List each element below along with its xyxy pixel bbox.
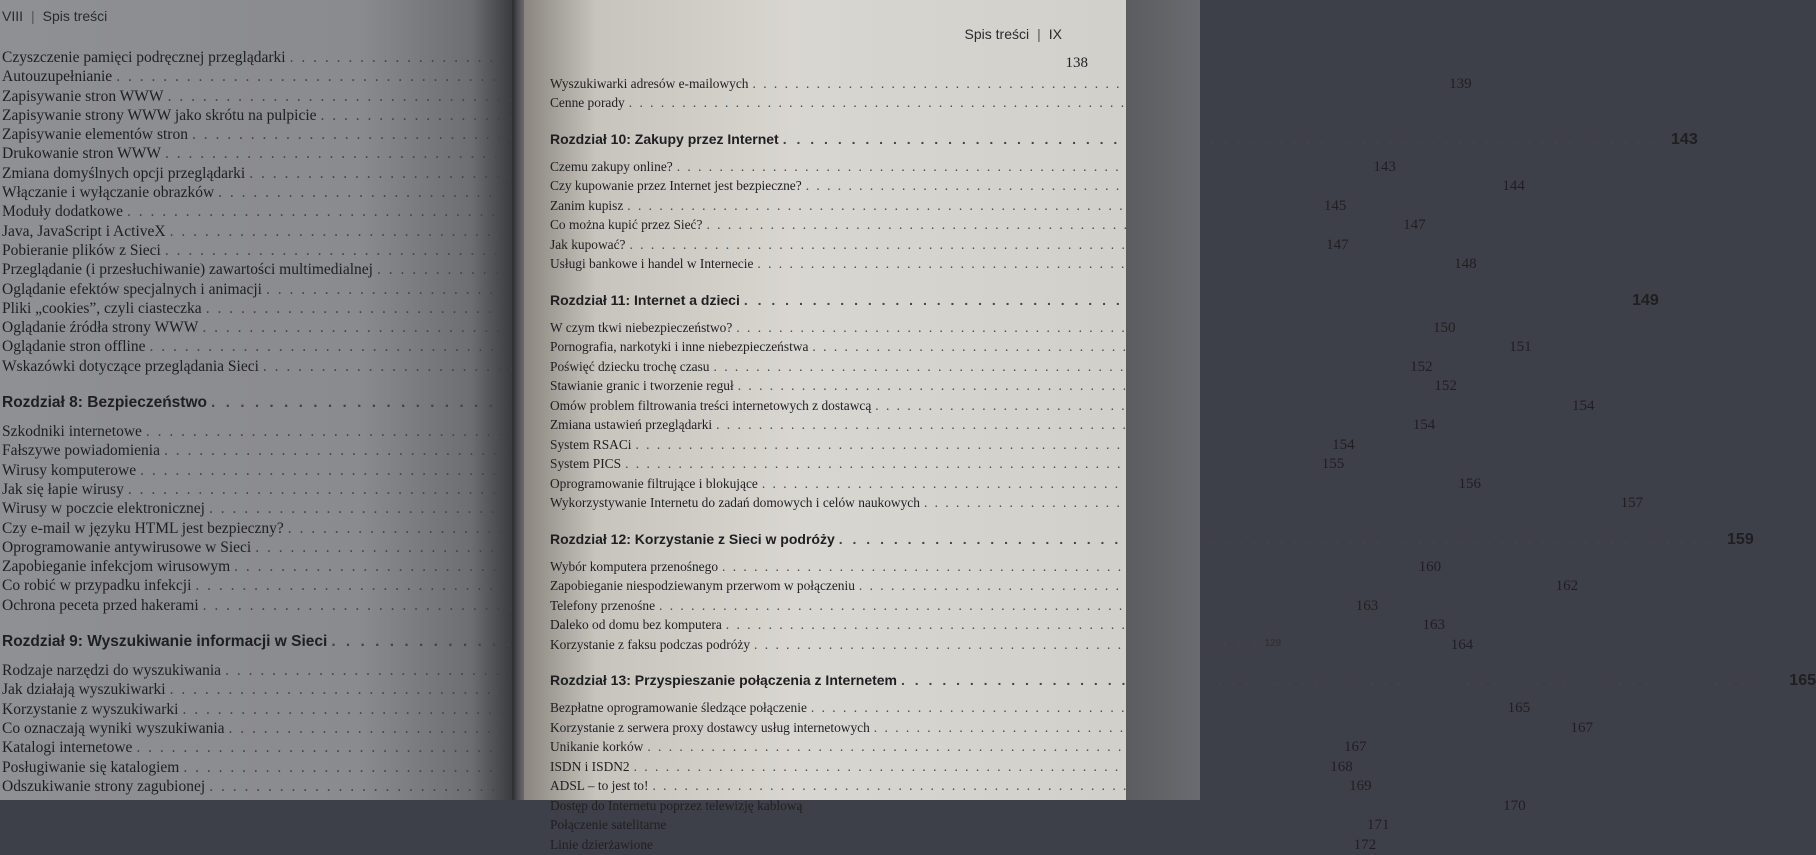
dot-leader [736, 318, 1415, 338]
toc-entry [550, 54, 1088, 74]
chapter-title: Rozdział 12: Korzystanie z Sieci w podróży [550, 521, 835, 557]
entry-title: Zmiana ustawień przeglądarki [550, 415, 712, 435]
dot-leader [875, 396, 1554, 416]
left-table-of-contents [2, 48, 508, 796]
book-gutter [512, 0, 524, 800]
toc-entry [2, 202, 508, 221]
dot-leader [874, 718, 1553, 738]
toc-entry [550, 176, 1088, 196]
left-page-header-title: Spis treści [43, 8, 108, 24]
chapter-spacer [550, 654, 1088, 662]
page-number: 154 [1319, 436, 1355, 456]
chapter-heading [2, 623, 508, 661]
entry-title: ISDN i ISDN2 [550, 757, 630, 777]
entry-title: Co można kupić przez Sieć? [550, 215, 702, 235]
page-number: 162 [1542, 577, 1578, 597]
toc-entry [2, 576, 508, 595]
entry-title: Czy kupowanie przez Internet jest bezpieczne? [550, 176, 802, 196]
entry-title: Daleko od domu bez komputera [550, 615, 722, 635]
toc-entry [2, 183, 508, 202]
toc-entry [550, 576, 1088, 596]
toc-entry [550, 635, 1088, 655]
entry-title: Korzystanie z faksu podczas podróży [550, 635, 750, 655]
entry-title: Zmiana domyślnych opcji przeglądarki [2, 164, 245, 183]
toc-entry [550, 318, 1088, 338]
page-number: 163 [1342, 597, 1378, 617]
entry-title: Dostęp do Internetu poprzez telewizję kablową [550, 796, 802, 816]
entry-title: Czemu zakupy online? [550, 157, 673, 177]
entry-title: Unikanie korków [550, 737, 643, 757]
toc-entry [2, 461, 508, 480]
entry-title: Oprogramowanie antywirusowe w Sieci [2, 538, 251, 557]
page-number: 152 [1397, 358, 1433, 378]
toc-entry [2, 519, 508, 538]
toc-entry [2, 661, 508, 680]
toc-entry [550, 596, 1088, 616]
dot-leader [714, 357, 1393, 377]
toc-entry [550, 796, 1088, 816]
toc-entry [2, 318, 508, 337]
toc-entry [550, 74, 1088, 94]
page-number: 147 [1390, 216, 1426, 236]
toc-entry [550, 93, 1088, 113]
toc-entry [550, 718, 1088, 738]
dot-leader [706, 215, 1385, 235]
entry-title: Co oznaczają wyniki wyszukiwania [2, 719, 225, 738]
dot-leader [839, 521, 1714, 557]
right-table-of-contents [550, 54, 1088, 854]
toc-entry [2, 280, 508, 299]
entry-title: Zanim kupisz [550, 196, 623, 216]
page-number: 138 [1052, 54, 1088, 74]
entry-title: Jak działają wyszukiwarki [2, 680, 166, 699]
page-number: 148 [1441, 255, 1477, 275]
dot-leader [722, 557, 1401, 577]
entry-title: Oglądanie efektów specjalnych i animacji [2, 280, 262, 299]
dot-leader [634, 757, 1313, 777]
entry-title: Linie dzierżawione [550, 835, 653, 855]
page-number: 164 [1437, 636, 1473, 656]
page-number: 168 [1317, 758, 1353, 778]
entry-title: Odszukiwanie strony zagubionej [2, 777, 205, 796]
toc-entry [550, 557, 1088, 577]
entry-title: Zapobieganie niespodziewanym przerwom w połączeniu [550, 576, 855, 596]
entry-title: Zapisywanie strony WWW jako skrótu na pulpicie [2, 106, 317, 125]
left-page [0, 0, 512, 800]
dot-leader [647, 737, 1326, 757]
page-number: 156 [1445, 475, 1481, 495]
dot-leader [652, 776, 1331, 796]
chapter-spacer [550, 113, 1088, 121]
dot-leader [754, 635, 1433, 655]
toc-entry [2, 538, 508, 557]
dot-leader [657, 835, 1336, 855]
chapter-title: Rozdział 10: Zakupy przez Internet [550, 121, 779, 157]
entry-title: Czy e-mail w języku HTML jest bezpieczny? [2, 519, 284, 538]
page-number: 160 [1405, 558, 1441, 578]
toc-entry [550, 835, 1088, 855]
page-number: 167 [1557, 719, 1593, 739]
entry-title: Wyszukiwarki adresów e-mailowych [550, 74, 749, 94]
dot-leader [629, 93, 1308, 113]
toc-entry [2, 480, 508, 499]
right-page-header: Spis treści | IX [965, 26, 1062, 42]
chapter-spacer [2, 615, 508, 623]
toc-entry [2, 299, 508, 318]
toc-entry [550, 157, 1088, 177]
entry-title: Wskazówki dotyczące przeglądania Sieci [2, 357, 259, 376]
entry-title: Stawianie granic i tworzenie reguł [550, 376, 734, 396]
entry-title: Korzystanie z serwera proxy dostawcy usług internetowych [550, 718, 870, 738]
page-number: 144 [1489, 177, 1525, 197]
entry-title: Autouzupełnianie [2, 67, 112, 86]
dot-leader [635, 435, 1314, 455]
toc-entry [2, 719, 508, 738]
dot-leader [716, 415, 1395, 435]
entry-title: Katalogi internetowe [2, 738, 132, 757]
page-number: 145 [1310, 197, 1346, 217]
entry-title: Jak się łapie wirusy [2, 480, 124, 499]
toc-entry [2, 680, 508, 699]
page-number: 165 [1780, 663, 1816, 699]
dot-leader [627, 196, 1306, 216]
toc-entry [550, 357, 1088, 377]
toc-entry [550, 376, 1088, 396]
entry-title: Zapobieganie infekcjom wirusowym [2, 557, 230, 576]
entry-title: Pornografia, narkotyki i inne niebezpieczeństwa [550, 337, 808, 357]
entry-title: Pobieranie plików z Sieci [2, 241, 161, 260]
dot-leader [629, 235, 1308, 255]
page-number: 170 [1490, 797, 1526, 817]
chapter-title: Rozdział 8: Bezpieczeństwo [2, 384, 207, 422]
entry-title: Cenne porady [550, 93, 625, 113]
page-number: 167 [1331, 738, 1367, 758]
toc-entry [2, 700, 508, 719]
dot-leader [762, 474, 1441, 494]
toc-entry [550, 196, 1088, 216]
toc-entry [550, 737, 1088, 757]
toc-entry [2, 441, 508, 460]
page-number: 150 [1419, 319, 1455, 339]
toc-entry [550, 815, 1088, 835]
entry-title: System RSACi [550, 435, 631, 455]
page-number: 143 [1662, 122, 1698, 158]
chapter-heading [550, 121, 1088, 157]
page-number: 151 [1496, 338, 1532, 358]
dot-leader [659, 596, 1338, 616]
toc-entry [2, 337, 508, 356]
entry-title: Oprogramowanie filtrujące i blokujące [550, 474, 758, 494]
entry-title: System PICS [550, 454, 621, 474]
entry-title: Wirusy komputerowe [2, 461, 136, 480]
entry-title: Telefony przenośne [550, 596, 655, 616]
toc-entry [2, 222, 508, 241]
toc-entry [2, 738, 508, 757]
toc-entry [2, 758, 508, 777]
toc-entry [550, 454, 1088, 474]
right-page-header-title: Spis treści [965, 26, 1030, 42]
right-page [524, 0, 1126, 800]
desk-background [1126, 0, 1200, 800]
entry-title: Pliki „cookies”, czyli ciasteczka [2, 299, 202, 318]
dot-leader [670, 815, 1349, 835]
toc-entry [550, 757, 1088, 777]
entry-title: Omów problem filtrowania treści internetowych z dostawcą [550, 396, 871, 416]
toc-entry [2, 499, 508, 518]
toc-entry [2, 557, 508, 576]
page-number: 129 [1263, 625, 1281, 663]
entry-title: Wirusy w poczcie elektronicznej [2, 499, 205, 518]
toc-entry [2, 67, 508, 86]
entry-title: Poświęć dziecku trochę czasu [550, 357, 710, 377]
page-number: 171 [1354, 816, 1390, 836]
chapter-spacer [550, 274, 1088, 282]
entry-title: W czym tkwi niebezpieczeństwo? [550, 318, 732, 338]
dot-leader [677, 157, 1356, 177]
entry-title: Szkodniki internetowe [2, 422, 142, 441]
page-number: 149 [1623, 283, 1659, 319]
chapter-spacer [550, 513, 1088, 521]
dot-leader [625, 454, 1304, 474]
toc-entry [2, 777, 508, 796]
toc-entry [550, 698, 1088, 718]
entry-title: Posługiwanie się katalogiem [2, 758, 179, 777]
entry-title: Bezpłatne oprogramowanie śledzące połączenie [550, 698, 807, 718]
entry-title: Java, JavaScript i ActiveX [2, 222, 166, 241]
page-number: 154 [1399, 416, 1435, 436]
entry-title: Czyszczenie pamięci podręcznej przeglądarki [2, 48, 286, 67]
dot-leader [738, 376, 1417, 396]
toc-entry [2, 106, 508, 125]
chapter-heading [2, 384, 508, 422]
page-number: 165 [1494, 699, 1530, 719]
entry-title: Oglądanie źródła strony WWW [2, 318, 198, 337]
entry-title: Zapisywanie stron WWW [2, 87, 164, 106]
entry-title: Wybór komputera przenośnego [550, 557, 718, 577]
entry-title: Usługi bankowe i handel w Internecie [550, 254, 753, 274]
entry-title: ADSL – to jest to! [550, 776, 648, 796]
toc-entry [550, 415, 1088, 435]
entry-title: Wykorzystywanie Internetu do zadań domowych i celów naukowych [550, 493, 920, 513]
toc-entry [2, 260, 508, 279]
entry-title: Oglądanie stron offline [2, 337, 145, 356]
entry-title: Drukowanie stron WWW [2, 144, 161, 163]
dot-leader [901, 662, 1776, 698]
entry-title: Co robić w przypadku infekcji [2, 576, 191, 595]
toc-entry [550, 615, 1088, 635]
entry-title: Włączanie i wyłączanie obrazków [2, 183, 214, 202]
entry-title: Jak kupować? [550, 235, 625, 255]
toc-entry [2, 87, 508, 106]
page-number: 139 [1436, 75, 1472, 95]
left-page-number: VIII [2, 8, 23, 24]
toc-entry [550, 474, 1088, 494]
toc-entry [550, 215, 1088, 235]
toc-entry [2, 125, 508, 144]
toc-entry [2, 241, 508, 260]
entry-title: Połączenie satelitarne [550, 815, 666, 835]
chapter-title: Rozdział 11: Internet a dzieci [550, 282, 740, 318]
entry-title: Rodzaje narzędzi do wyszukiwania [2, 661, 221, 680]
toc-entry [550, 435, 1088, 455]
toc-entry [550, 493, 1088, 513]
entry-title: Ochrona peceta przed hakerami [2, 596, 199, 615]
page-number: 152 [1421, 377, 1457, 397]
toc-entry [2, 48, 508, 67]
dot-leader [924, 493, 1603, 513]
toc-entry [2, 357, 508, 376]
left-page-header: VIII | Spis treści [2, 8, 107, 24]
chapter-heading [550, 662, 1088, 698]
toc-entry [2, 596, 508, 615]
entry-title: Zapisywanie elementów stron [2, 125, 188, 144]
toc-entry [550, 776, 1088, 796]
toc-entry [2, 422, 508, 441]
chapter-heading [550, 521, 1088, 557]
dot-leader [783, 121, 1658, 157]
toc-entry [550, 337, 1088, 357]
entry-title: Korzystanie z wyszukiwarki [2, 700, 178, 719]
page-number: 169 [1336, 777, 1372, 797]
right-page-number: IX [1049, 26, 1062, 42]
dot-leader [753, 74, 1432, 94]
page-number: 147 [1313, 236, 1349, 256]
chapter-spacer [2, 376, 508, 384]
chapter-heading [550, 282, 1088, 318]
chapter-title: Rozdział 9: Wyszukiwanie informacji w Sieci [2, 623, 327, 661]
dot-leader [726, 615, 1405, 635]
entry-title: Moduły dodatkowe [2, 202, 123, 221]
toc-entry [2, 164, 508, 183]
chapter-title: Rozdział 13: Przyspieszanie połączenia z Internetem [550, 662, 897, 698]
page-number: 157 [1607, 494, 1643, 514]
entry-title: Przeglądanie (i przesłuchiwanie) zawartości multimedialnej [2, 260, 373, 279]
page-number: 172 [1340, 836, 1376, 855]
page-number: 154 [1558, 397, 1594, 417]
page-number: 155 [1308, 455, 1344, 475]
entry-title: Fałszywe powiadomienia [2, 441, 160, 460]
page-number: 163 [1409, 616, 1445, 636]
toc-entry [550, 396, 1088, 416]
toc-entry [2, 144, 508, 163]
page-number: 143 [1360, 158, 1396, 178]
dot-leader [757, 254, 1436, 274]
toc-entry [550, 254, 1088, 274]
page-number: 159 [1718, 522, 1754, 558]
toc-entry [550, 235, 1088, 255]
